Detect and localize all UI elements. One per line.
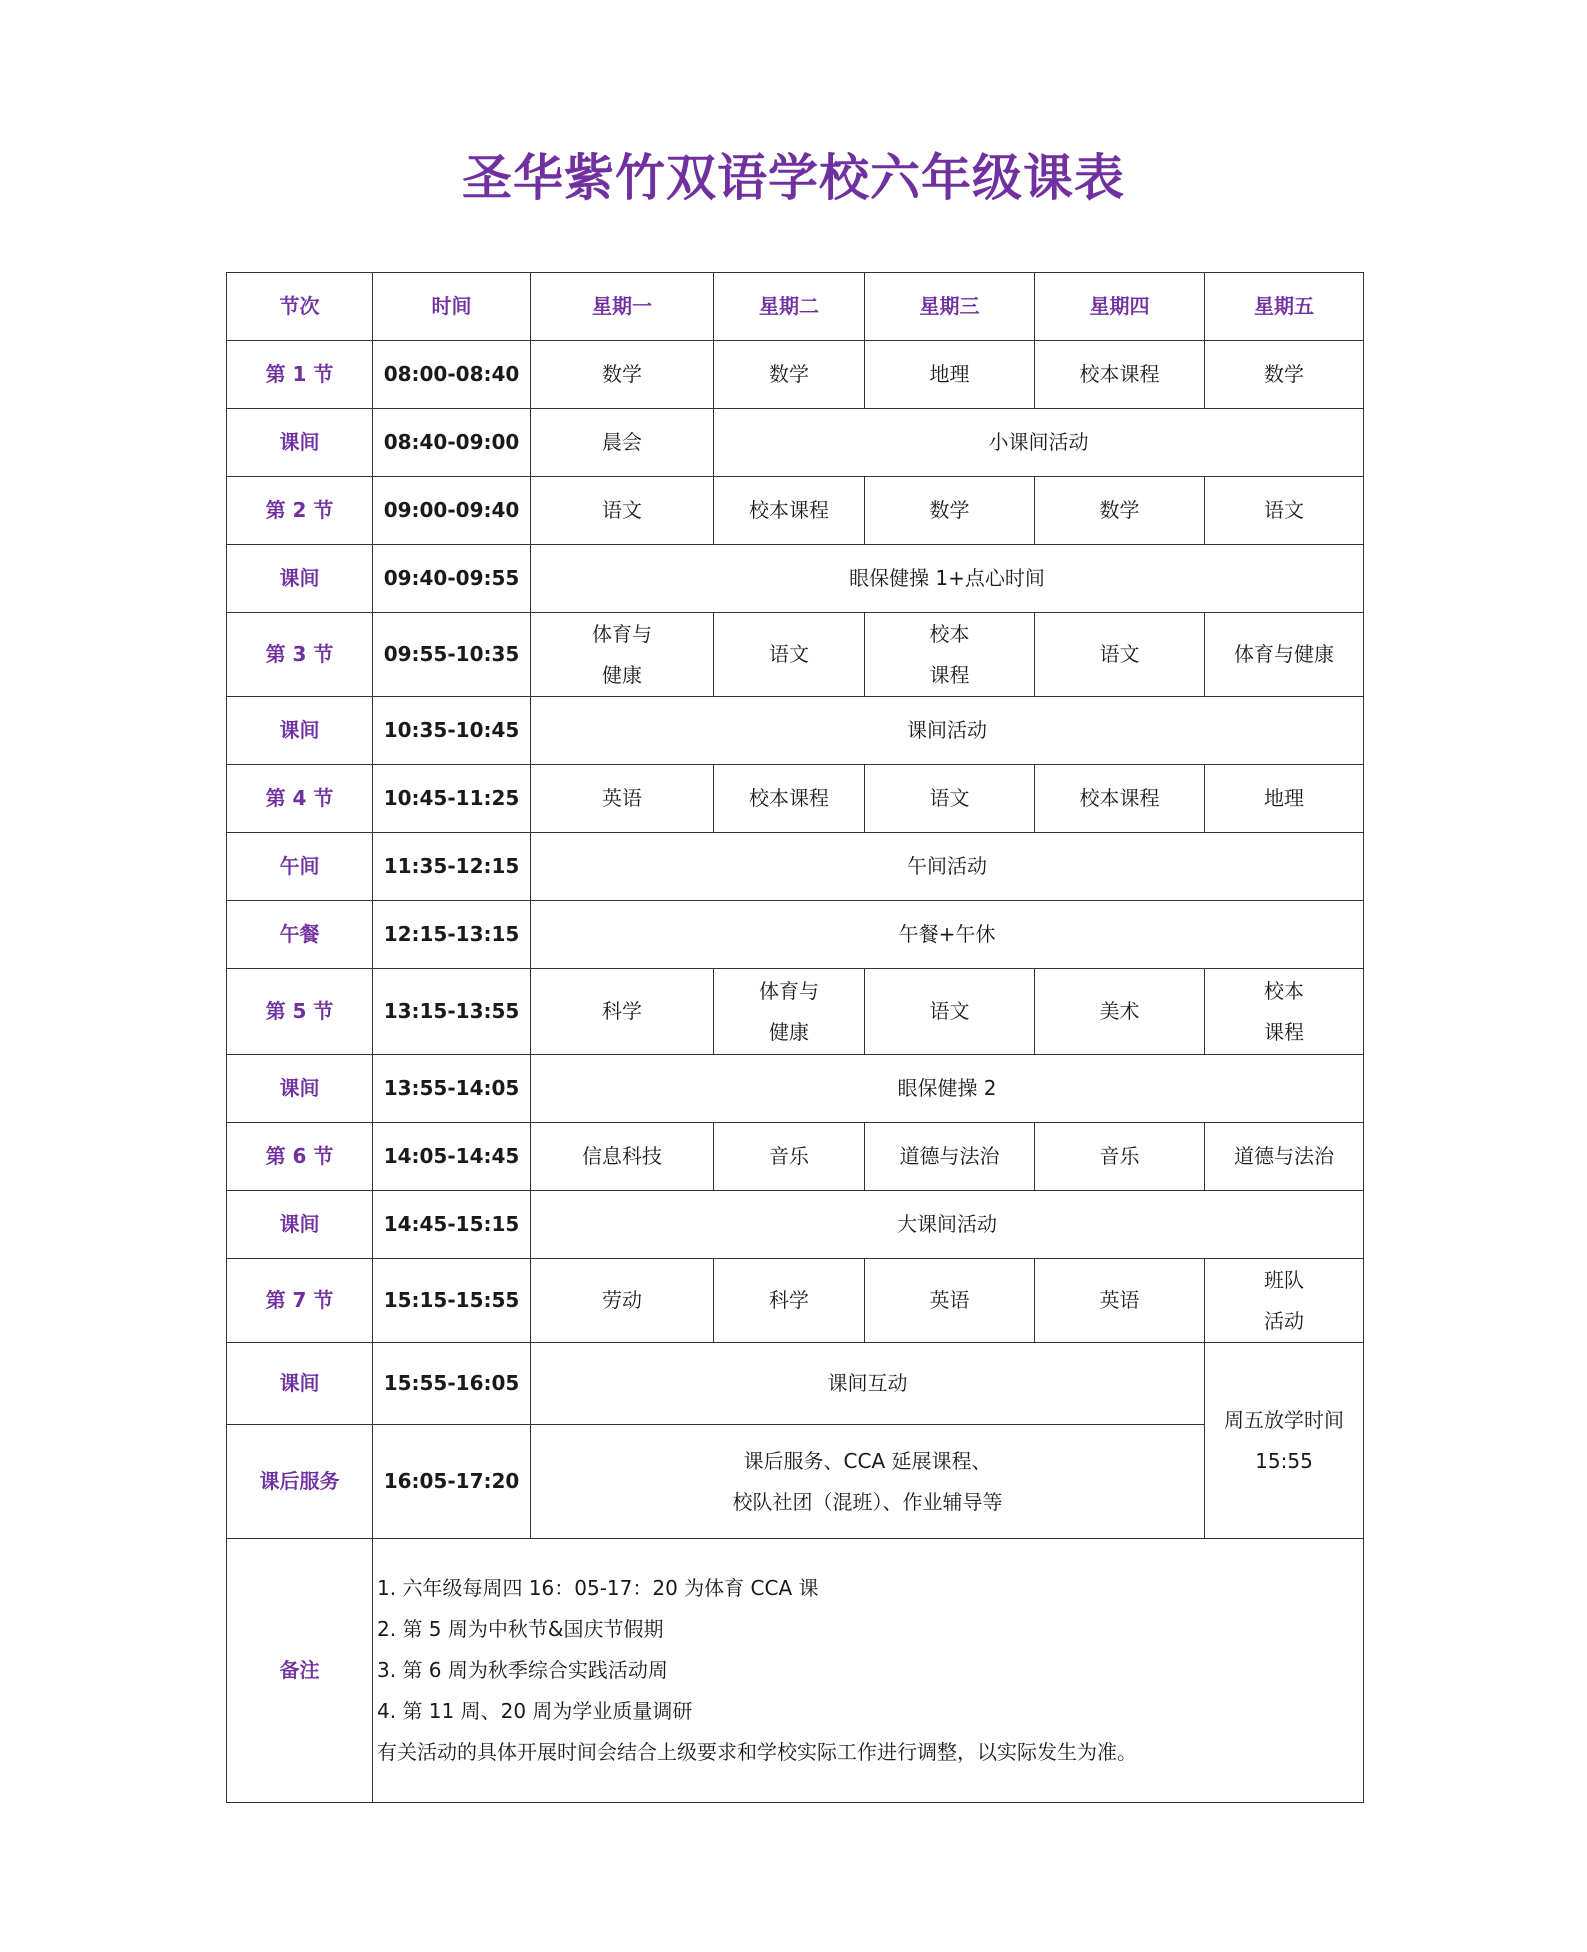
period-label: 课后服务 (227, 1425, 373, 1539)
activity-cell: 课后服务、CCA 延展课程、 校队社团（混班）、作业辅导等 (531, 1425, 1205, 1539)
subject-cell: 音乐 (714, 1123, 865, 1191)
header-row (227, 273, 1364, 341)
period-label: 第 6 节 (227, 1123, 373, 1191)
subject-cell: 语文 (714, 613, 865, 697)
period-time: 14:45-15:15 (373, 1191, 531, 1259)
activity-cell: 课间互动 (531, 1343, 1205, 1425)
table-row (227, 545, 1364, 613)
notes-row (227, 1539, 1364, 1803)
subject-cell: 语文 (865, 765, 1035, 833)
subject-cell: 英语 (865, 1259, 1035, 1343)
table-row (227, 1425, 1364, 1539)
period-label: 课间 (227, 1343, 373, 1425)
activity-cell: 午餐+午休 (531, 901, 1364, 969)
subject-cell: 数学 (1205, 341, 1364, 409)
table-row (227, 409, 1364, 477)
table-row (227, 1055, 1364, 1123)
subject-cell: 晨会 (531, 409, 714, 477)
subject-cell: 劳动 (531, 1259, 714, 1343)
table-row (227, 613, 1364, 697)
period-label: 课间 (227, 409, 373, 477)
header-tuesday: 星期二 (714, 273, 865, 341)
subject-cell: 数学 (865, 477, 1035, 545)
timetable (226, 272, 1364, 1803)
note-line: 4. 第 11 周、20 周为学业质量调研 (377, 1699, 693, 1723)
subject-cell: 美术 (1035, 969, 1205, 1055)
period-time: 13:15-13:55 (373, 969, 531, 1055)
activity-cell: 眼保健操 2 (531, 1055, 1364, 1123)
subject-cell: 道德与法治 (1205, 1123, 1364, 1191)
activity-cell: 小课间活动 (714, 409, 1364, 477)
subject-cell: 校本课程 (714, 765, 865, 833)
subject-cell: 英语 (1035, 1259, 1205, 1343)
period-label: 第 2 节 (227, 477, 373, 545)
table-row (227, 341, 1364, 409)
subject-cell: 校本课程 (1035, 341, 1205, 409)
subject-cell: 班队 活动 (1205, 1259, 1364, 1343)
note-line: 3. 第 6 周为秋季综合实践活动周 (377, 1658, 668, 1682)
period-time: 09:40-09:55 (373, 545, 531, 613)
header-monday: 星期一 (531, 273, 714, 341)
table-row (227, 833, 1364, 901)
table-row (227, 901, 1364, 969)
activity-cell: 午间活动 (531, 833, 1364, 901)
subject-cell: 体育与健康 (1205, 613, 1364, 697)
table-row (227, 1123, 1364, 1191)
period-label: 课间 (227, 545, 373, 613)
subject-cell: 语文 (1205, 477, 1364, 545)
period-label: 课间 (227, 697, 373, 765)
period-time: 10:45-11:25 (373, 765, 531, 833)
period-label: 午间 (227, 833, 373, 901)
subject-cell: 语文 (531, 477, 714, 545)
notes-content (373, 1539, 1364, 1803)
period-time: 13:55-14:05 (373, 1055, 531, 1123)
subject-cell: 科学 (531, 969, 714, 1055)
period-label: 第 7 节 (227, 1259, 373, 1343)
period-label: 第 4 节 (227, 765, 373, 833)
note-line: 2. 第 5 周为中秋节&国庆节假期 (377, 1617, 664, 1641)
period-label: 第 1 节 (227, 341, 373, 409)
period-time: 15:15-15:55 (373, 1259, 531, 1343)
subject-cell: 校本 课程 (1205, 969, 1364, 1055)
period-label: 第 5 节 (227, 969, 373, 1055)
subject-cell: 语文 (1035, 613, 1205, 697)
subject-cell: 信息科技 (531, 1123, 714, 1191)
header-wednesday: 星期三 (865, 273, 1035, 341)
subject-cell: 地理 (1205, 765, 1364, 833)
table-row (227, 1259, 1364, 1343)
period-label: 午餐 (227, 901, 373, 969)
table-row (227, 1191, 1364, 1259)
table-row (227, 1343, 1364, 1425)
period-time: 12:15-13:15 (373, 901, 531, 969)
period-label: 课间 (227, 1055, 373, 1123)
activity-cell: 课间活动 (531, 697, 1364, 765)
subject-cell: 校本课程 (714, 477, 865, 545)
table-row (227, 765, 1364, 833)
subject-cell: 语文 (865, 969, 1035, 1055)
header-period: 节次 (227, 273, 373, 341)
period-time: 08:00-08:40 (373, 341, 531, 409)
table-row (227, 969, 1364, 1055)
page-title: 圣华紫竹双语学校六年级课表 (462, 149, 1125, 207)
period-time: 10:35-10:45 (373, 697, 531, 765)
subject-cell: 地理 (865, 341, 1035, 409)
friday-dismissal-cell: 周五放学时间 15:55 (1205, 1343, 1364, 1539)
subject-cell: 数学 (714, 341, 865, 409)
subject-cell: 体育与 健康 (714, 969, 865, 1055)
notes-label: 备注 (227, 1539, 373, 1803)
period-label: 课间 (227, 1191, 373, 1259)
header-time: 时间 (373, 273, 531, 341)
subject-cell: 音乐 (1035, 1123, 1205, 1191)
subject-cell: 数学 (1035, 477, 1205, 545)
subject-cell: 道德与法治 (865, 1123, 1035, 1191)
activity-cell: 眼保健操 1+点心时间 (531, 545, 1364, 613)
period-time: 09:55-10:35 (373, 613, 531, 697)
note-line: 1. 六年级每周四 16：05-17：20 为体育 CCA 课 (377, 1576, 819, 1600)
table-row (227, 477, 1364, 545)
table-row (227, 697, 1364, 765)
period-time: 09:00-09:40 (373, 477, 531, 545)
period-time: 16:05-17:20 (373, 1425, 531, 1539)
activity-cell: 大课间活动 (531, 1191, 1364, 1259)
subject-cell: 校本 课程 (865, 613, 1035, 697)
subject-cell: 科学 (714, 1259, 865, 1343)
period-time: 08:40-09:00 (373, 409, 531, 477)
period-time: 14:05-14:45 (373, 1123, 531, 1191)
period-label: 第 3 节 (227, 613, 373, 697)
period-time: 11:35-12:15 (373, 833, 531, 901)
subject-cell: 校本课程 (1035, 765, 1205, 833)
note-line: 有关活动的具体开展时间会结合上级要求和学校实际工作进行调整，以实际发生为准。 (377, 1740, 1137, 1764)
header-friday: 星期五 (1205, 273, 1364, 341)
header-thursday: 星期四 (1035, 273, 1205, 341)
period-time: 15:55-16:05 (373, 1343, 531, 1425)
subject-cell: 数学 (531, 341, 714, 409)
subject-cell: 英语 (531, 765, 714, 833)
subject-cell: 体育与 健康 (531, 613, 714, 697)
